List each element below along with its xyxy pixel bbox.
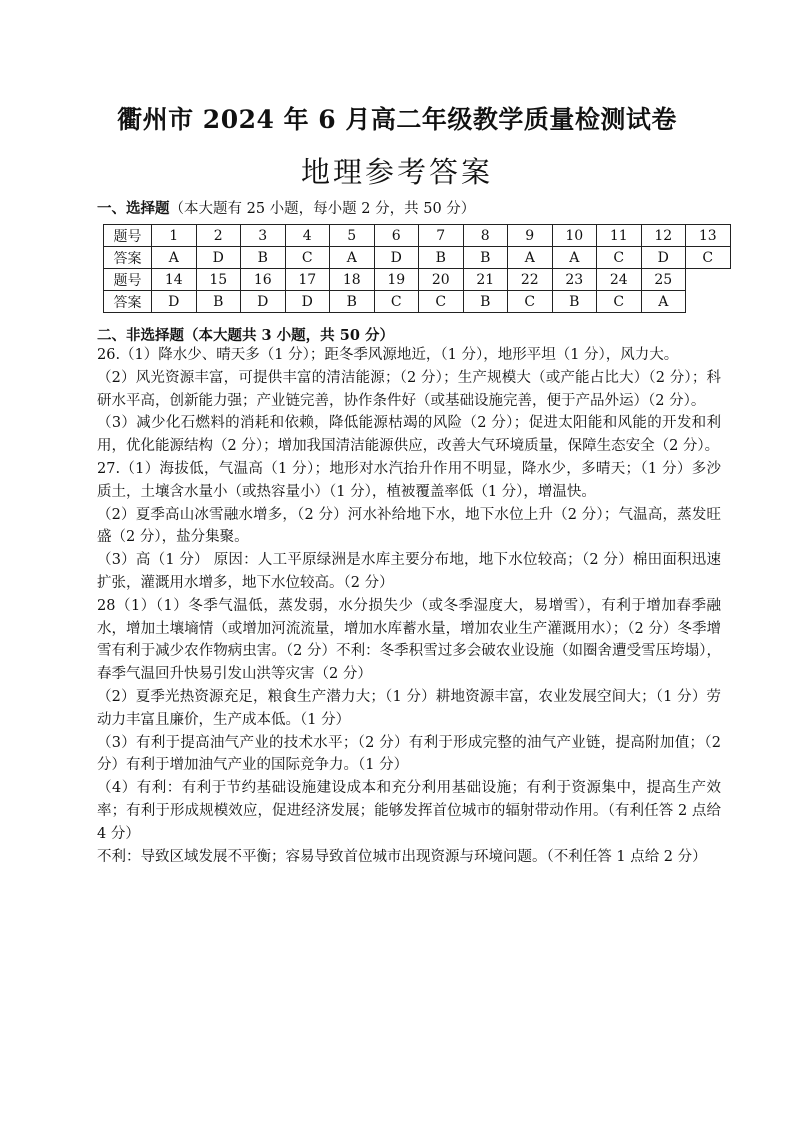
answer-cell: C [597,247,642,269]
answer-cell: B [419,247,464,269]
question-number: 17 [285,269,330,291]
question-number: 15 [196,269,241,291]
empty-cell [686,269,731,291]
question-row-1 [104,225,731,247]
row-label: 题号 [104,269,152,291]
answer-cell: A [552,247,597,269]
answer-paragraph: （2）夏季高山冰雪融水增多，（2 分）河水补给地下水，地下水位上升（2 分）；气温高，蒸发旺盛（2 分），盐分集聚。 [97,506,721,546]
answer-paragraph: （4）有利：有利于节约基础设施建设成本和充分利用基础设施；有利于资源集中，提高生产效率；有利于形成规模效应，促进经济发展；能够发挥首位城市的辐射带动作用。（有利任答 2 点给 4 分） [97,780,721,842]
answer-paragraph: （2）风光资源丰富，可提供丰富的清洁能源；（2 分）；生产规模大（或产能占比大）（2 分）；科研水平高，创新能力强；产业链完善，协作条件好（或基础设施完善，便于产品外运）（2 分）。 [97,369,721,409]
answer-cell: C [285,247,330,269]
question-number: 8 [463,225,508,247]
answer-cell: B [196,291,241,313]
page-subtitle: 地理参考答案 [300,155,493,189]
question-row-2 [104,269,731,291]
question-number: 22 [508,269,553,291]
section-2-note: （本大题共 3 小题，共 50 分） [184,327,394,344]
question-number: 3 [241,225,286,247]
question-number: 21 [463,269,508,291]
question-number: 14 [152,269,197,291]
answer-cell: C [686,247,731,269]
answer-cell: C [597,291,642,313]
answer-row-1 [104,247,731,269]
row-label: 答案 [104,291,152,313]
question-number: 24 [597,269,642,291]
answer-cell: B [330,291,375,313]
section-2-heading [97,324,394,345]
row-label: 答案 [104,247,152,269]
answer-cell: B [463,291,508,313]
answer-cell: B [241,247,286,269]
answer-paragraph: （3）高（1 分） 原因：人工平原绿洲是水库主要分布地，地下水位较高；（2 分）棉田面积迅速扩张，灌溉用水增多，地下水位较高。（2 分） [97,552,721,591]
question-number: 10 [552,225,597,247]
answer-paragraph: 26.（1）降水少、晴天多（1 分）；距冬季风源地近，（1 分），地形平坦（1 分），风力大。 [97,347,679,363]
section-1-heading [97,197,475,218]
question-number: 23 [552,269,597,291]
question-number: 18 [330,269,375,291]
answer-cell: D [374,247,419,269]
answer-cell: A [152,247,197,269]
answer-cell: A [508,247,553,269]
answer-row-2 [104,291,731,313]
section-2-title: 二、非选择题 [97,327,184,344]
answer-cell: B [552,291,597,313]
question-number: 4 [285,225,330,247]
answer-paragraph: （3）有利于提高油气产业的技术水平；（2 分）有利于形成完整的油气产业链，提高附加值；（2 分）有利于增加油气产业的国际竞争力。（1 分） [97,734,721,774]
row-label: 题号 [104,225,152,247]
question-number: 7 [419,225,464,247]
answer-cell: D [285,291,330,313]
answer-cell: D [152,291,197,313]
answer-cell: A [641,291,686,313]
answer-paragraph: （3）减少化石燃料的消耗和依赖，降低能源枯竭的风险（2 分）；促进太阳能和风能的开发和利用，优化能源结构（2 分）；增加我国清洁能源供应，改善大气环境质量，保障生态安全（2 分）。 [97,415,721,455]
page-title: 衢州市 2024 年 6 月高二年级教学质量检测试卷 [117,105,677,134]
answer-cell: C [508,291,553,313]
question-number: 12 [641,225,686,247]
answer-paragraph: 27.（1）海拔低，气温高（1 分）；地形对水汽抬升作用不明显，降水少，多晴天；（1 分）多沙质土，土壤含水量小（或热容量小）（1 分），植被覆盖率低（1 分），增温快。 [97,460,721,500]
question-number: 11 [597,225,642,247]
section-1-note: （本大题有 25 小题，每小题 2 分，共 50 分） [169,201,476,217]
question-number: 9 [508,225,553,247]
answer-paragraph: 不利：导致区域发展不平衡；容易导致首位城市出现资源与环境问题。（不利任答 1 点给 2 分） [97,848,707,865]
question-number: 20 [419,269,464,291]
answer-cell: D [241,291,286,313]
answer-table [103,224,731,313]
answer-cell: C [419,291,464,313]
section-1-title: 一、选择题 [97,200,170,217]
question-number: 6 [374,225,419,247]
answer-cell: C [374,291,419,313]
answer-cell: D [641,247,686,269]
question-number: 5 [330,225,375,247]
answer-text [97,344,721,868]
answer-cell: B [463,247,508,269]
answer-paragraph: 28（1）（1）冬季气温低，蒸发弱，水分损失少（或冬季湿度大，易增雪），有利于增加春季融水，增加土壤墒情（或增加河流流量，增加水库蓄水量，增加农业生产灌溉用水）；（2 分）冬季增雪有利于减少农作物病虫害。（2 分）不利：冬季积雪过多会破农业设施（如圈舍遭受雪压垮塌），春季气温回升快易引发山洪等灾害（2 分） [97,597,721,683]
question-number: 13 [686,225,731,247]
question-number: 2 [196,225,241,247]
answer-cell: A [330,247,375,269]
question-number: 1 [152,225,197,247]
answer-cell: D [196,247,241,269]
question-number: 19 [374,269,419,291]
question-number: 25 [641,269,686,291]
empty-cell [686,291,731,313]
question-number: 16 [241,269,286,291]
answer-paragraph: （2）夏季光热资源充足，粮食生产潜力大；（1 分）耕地资源丰富，农业发展空间大；（1 分）劳动力丰富且廉价，生产成本低。（1 分） [97,688,721,728]
